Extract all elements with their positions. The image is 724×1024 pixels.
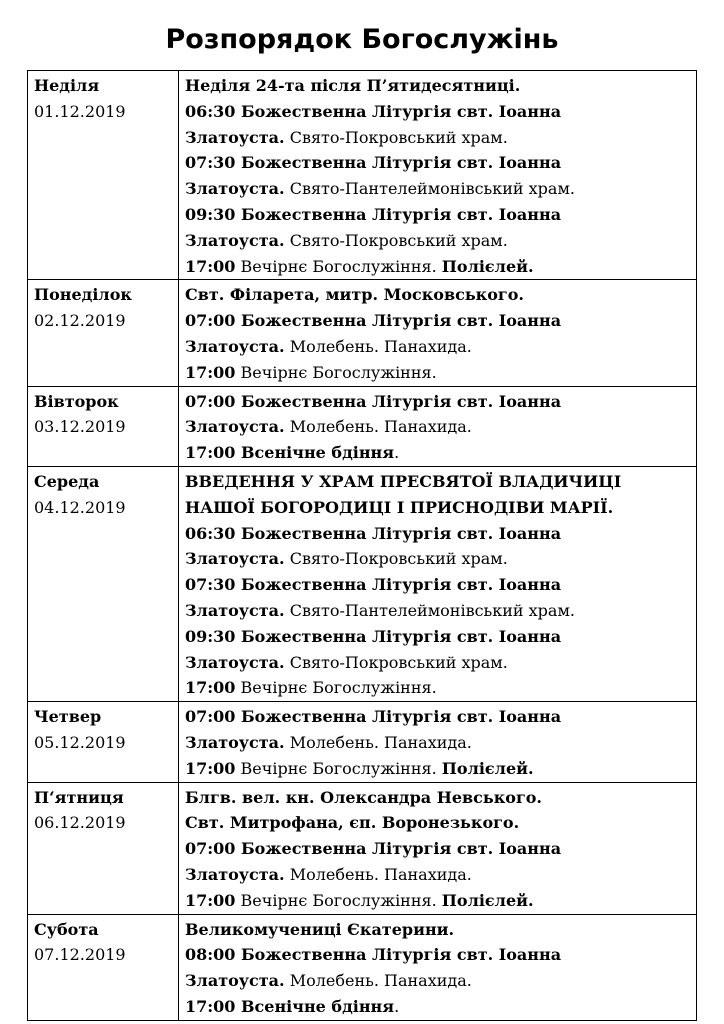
service-line [185, 469, 690, 495]
day-date: 04.12.2019 [34, 497, 126, 517]
service-text-bold: Златоуста. [185, 179, 285, 199]
day-name: Понеділок [34, 285, 132, 305]
service-line [185, 836, 690, 862]
day-date: 05.12.2019 [34, 732, 126, 752]
day-cell [28, 280, 179, 386]
service-text: . [394, 996, 400, 1016]
service-text-bold: Златоуста. [185, 732, 285, 752]
service-text: Свято-Пантелеймонівський храм. [284, 600, 575, 620]
service-text-bold: 07:00 Божественна Літургія свт. Іоанна [185, 839, 562, 859]
service-line [185, 598, 690, 624]
service-text: Вечірнє Богослужіння. [235, 362, 437, 382]
page-title: Розпорядок Богослужінь [165, 24, 559, 55]
day-date: 06.12.2019 [34, 813, 126, 833]
schedule-row [28, 280, 697, 386]
day-cell [28, 782, 179, 914]
service-text-bold: Свт. Філарета, митр. Московського. [185, 285, 524, 305]
service-line [185, 360, 690, 386]
service-text-bold: 17:00 Всенічне бдіння [185, 443, 395, 463]
service-line [185, 150, 690, 176]
service-line [185, 521, 690, 547]
service-line [185, 282, 690, 308]
day-cell [28, 702, 179, 782]
events-cell [179, 466, 697, 701]
service-line [185, 650, 690, 676]
service-text-bold: 07:00 Божественна Літургія свт. Іоанна [185, 707, 562, 727]
service-line [185, 176, 690, 202]
service-text: Молебень. Панахида. [284, 864, 472, 884]
events-cell [179, 280, 697, 386]
service-text: Вечірнє Богослужіння. [235, 256, 442, 276]
service-line [185, 785, 690, 811]
service-text-bold: Великомучениці Єкатерини. [185, 919, 455, 939]
service-line [185, 624, 690, 650]
day-name: Середа [34, 471, 100, 491]
day-name: Вівторок [34, 391, 119, 411]
service-text-bold: Златоуста. [185, 336, 285, 356]
service-text-bold: 07:30 Божественна Літургія свт. Іоанна [185, 575, 562, 595]
day-name: Неділя [34, 76, 100, 95]
service-text: Свято-Покровський храм. [284, 549, 508, 569]
service-text: Свято-Пантелеймонівський храм. [284, 179, 575, 199]
service-line [185, 675, 690, 701]
service-line [185, 440, 690, 466]
service-text-bold: 07:00 Божественна Літургія свт. Іоанна [185, 391, 562, 411]
service-text-bold: 06:30 Божественна Літургія свт. Іоанна [185, 101, 562, 121]
service-line [185, 704, 690, 730]
service-line [185, 917, 690, 943]
service-text-bold: Свт. Митрофана, єп. Воронезького. [185, 813, 520, 833]
service-text: Молебень. Панахида. [284, 336, 472, 356]
service-text-bold: Полієлей. [441, 758, 534, 778]
service-line [185, 414, 690, 440]
service-line [185, 308, 690, 334]
schedule-row [28, 466, 697, 701]
service-text: Молебень. Панахида. [284, 971, 472, 991]
service-text: Свято-Покровський храм. [284, 230, 508, 250]
service-line [185, 968, 690, 994]
events-cell [179, 386, 697, 466]
schedule-row [28, 782, 697, 914]
day-cell [28, 71, 179, 280]
day-date: 03.12.2019 [34, 417, 126, 437]
day-name: Субота [34, 919, 99, 939]
service-text-bold: Полієлей. [441, 256, 534, 276]
schedule-row [28, 914, 697, 1020]
service-text-bold: Златоуста. [185, 864, 285, 884]
service-line [185, 810, 690, 836]
schedule-row [28, 386, 697, 466]
service-line [185, 125, 690, 151]
schedule-row [28, 71, 697, 280]
service-text-bold: 17:00 [185, 678, 236, 698]
service-text: Вечірнє Богослужіння. [235, 758, 442, 778]
service-line [185, 389, 690, 415]
service-text: Свято-Покровський храм. [284, 652, 508, 672]
service-line [185, 730, 690, 756]
service-line [185, 334, 690, 360]
service-text-bold: Златоуста. [185, 549, 285, 569]
service-line [185, 888, 690, 914]
day-name: Четвер [34, 707, 102, 727]
service-line [185, 228, 690, 254]
service-line [185, 994, 690, 1020]
service-text-bold: ВВЕДЕННЯ У ХРАМ ПРЕСВЯТОЇ ВЛАДИЧИЦІ [185, 471, 622, 491]
service-line [185, 572, 690, 598]
service-text: . [394, 443, 400, 463]
day-date: 02.12.2019 [34, 311, 126, 331]
service-text-bold: Блгв. вел. кн. Олександра Невського. [185, 787, 542, 807]
service-text-bold: 06:30 Божественна Літургія свт. Іоанна [185, 523, 562, 543]
events-cell [179, 702, 697, 782]
service-text-bold: Златоуста. [185, 127, 285, 147]
service-text-bold: 08:00 Божественна Літургія свт. Іоанна [185, 945, 562, 965]
events-cell [179, 71, 697, 280]
day-date: 01.12.2019 [34, 101, 126, 121]
service-line [185, 73, 690, 99]
service-line [185, 495, 690, 521]
day-cell [28, 914, 179, 1020]
service-text-bold: НАШОЇ БОГОРОДИЦІ І ПРИСНОДІВИ МАРІЇ. [185, 497, 614, 517]
service-text-bold: 17:00 [185, 256, 236, 276]
service-line [185, 99, 690, 125]
schedule-row [28, 702, 697, 782]
service-text-bold: 17:00 [185, 890, 236, 910]
service-text-bold: Неділя 24-та після П’ятидесятниці. [185, 76, 521, 95]
service-text-bold: 17:00 Всенічне бдіння [185, 996, 395, 1016]
schedule-table [27, 70, 697, 1021]
events-cell [179, 782, 697, 914]
day-name: П‘ятниця [34, 787, 124, 807]
service-line [185, 756, 690, 782]
service-text-bold: Златоуста. [185, 600, 285, 620]
day-cell [28, 386, 179, 466]
day-cell [28, 466, 179, 701]
service-text-bold: 17:00 [185, 758, 236, 778]
schedule-body [28, 71, 697, 1021]
service-text: Вечірнє Богослужіння. [235, 890, 442, 910]
service-text-bold: Златоуста. [185, 971, 285, 991]
service-text-bold: 09:30 Божественна Літургія свт. Іоанна [185, 204, 562, 224]
service-text-bold: Полієлей. [441, 890, 534, 910]
service-line [185, 254, 690, 280]
service-line [185, 862, 690, 888]
service-text-bold: Златоуста. [185, 417, 285, 437]
service-text: Молебень. Панахида. [284, 732, 472, 752]
service-line [185, 942, 690, 968]
day-date: 07.12.2019 [34, 945, 126, 965]
events-cell [179, 914, 697, 1020]
service-line [185, 202, 690, 228]
service-text-bold: 17:00 [185, 362, 236, 382]
service-text: Свято-Покровський храм. [284, 127, 508, 147]
service-text: Молебень. Панахида. [284, 417, 472, 437]
service-text-bold: 07:00 Божественна Літургія свт. Іоанна [185, 311, 562, 331]
service-text-bold: Златоуста. [185, 230, 285, 250]
service-line [185, 546, 690, 572]
service-text: Вечірнє Богослужіння. [235, 678, 437, 698]
service-text-bold: 09:30 Божественна Літургія свт. Іоанна [185, 626, 562, 646]
service-text-bold: 07:30 Божественна Літургія свт. Іоанна [185, 153, 562, 173]
service-text-bold: Златоуста. [185, 652, 285, 672]
